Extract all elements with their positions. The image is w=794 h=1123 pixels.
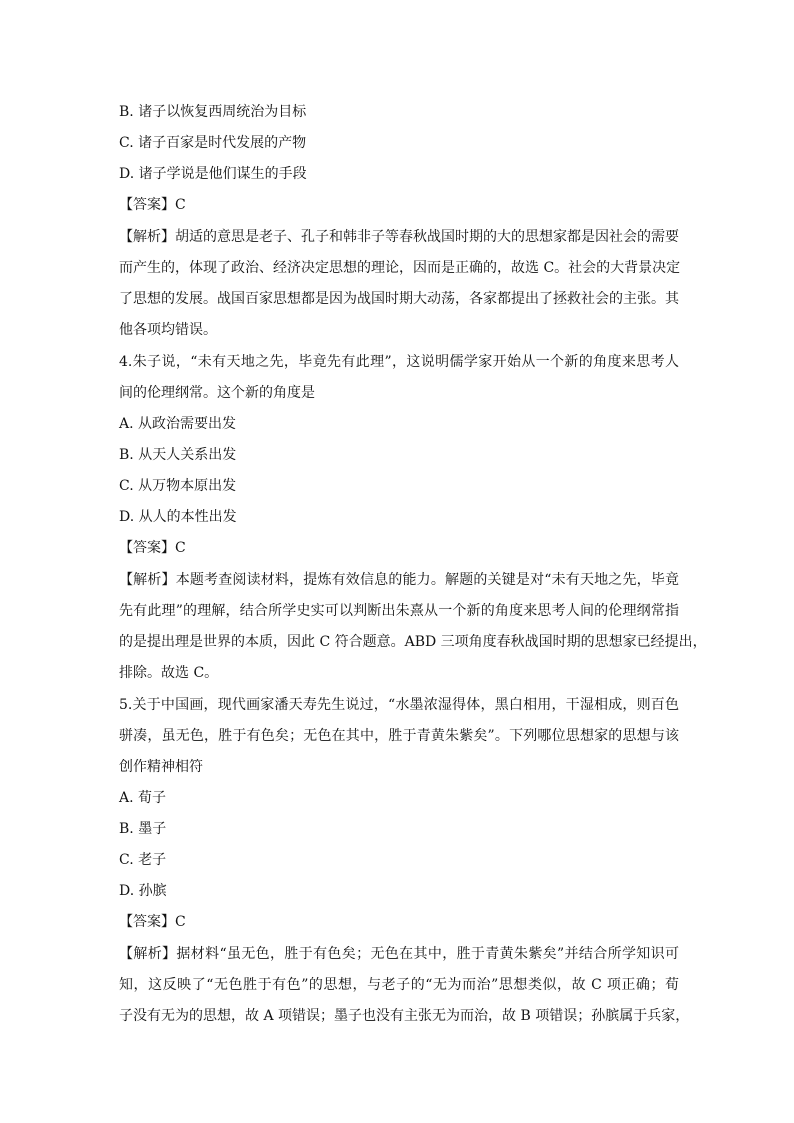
analysis-line: 而产生的，体现了政治、经济决定思想的理论，因而是正确的，故选 C。社会的大背景决定 (119, 260, 681, 276)
option-c-line: C. 老子 (119, 852, 167, 868)
analysis-line: 【解析】胡适的意思是老子、孔子和韩非子等春秋战国时期的大的思想家都是因社会的需要 (119, 229, 679, 245)
analysis-line: 了思想的发展。战国百家思想都是因为战国时期大动荡，各家都提出了拯救社会的主张。其 (119, 291, 679, 307)
question-line: 骈凑，虽无色，胜于有色矣；无色在其中，胜于青黄朱紫矣”。下列哪位思想家的思想与该 (119, 728, 679, 744)
answer-line: 【答案】C (119, 540, 186, 556)
analysis-line: 【解析】本题考查阅读材料，提炼有效信息的能力。解题的关键是对“未有天地之先，毕竟 (119, 572, 679, 588)
option-d-line: D. 孙膑 (119, 883, 167, 899)
question-line: 间的伦理纲常。这个新的角度是 (119, 385, 315, 401)
option-b-line: B. 墨子 (119, 821, 167, 837)
analysis-line: 他各项均错误。 (119, 322, 217, 338)
option-a-line: A. 从政治需要出发 (119, 416, 237, 432)
question-line: 5.关于中国画，现代画家潘天寿先生说过，“水墨浓湿得体，黑白相用，干湿相成，则百色 (119, 697, 679, 713)
option-b-line: B. 诸子以恢复西周统治为目标 (119, 104, 307, 120)
option-d-line: D. 诸子学说是他们谋生的手段 (119, 166, 307, 182)
analysis-line: 排除。故选 C。 (119, 665, 219, 681)
answer-line: 【答案】C (119, 197, 186, 213)
option-c-line: C. 从万物本原出发 (119, 478, 237, 494)
analysis-line: 先有此理”的理解，结合所学史实可以判断出朱熹从一个新的角度来思考人间的伦理纲常指 (119, 603, 679, 619)
analysis-line: 子没有无为的思想，故 A 项错误；墨子也没有主张无为而治，故 B 项错误；孙膑属于兵家， (119, 1008, 690, 1024)
analysis-line: 的是提出理是世界的本质，因此 C 符合题意。ABD 三项角度春秋战国时期的思想家已经提出， (119, 634, 707, 650)
option-d-line: D. 从人的本性出发 (119, 509, 237, 525)
question-line: 创作精神相符 (119, 759, 203, 775)
option-b-line: B. 从天人关系出发 (119, 447, 237, 463)
answer-line: 【答案】C (119, 914, 186, 930)
question-line: 4.朱子说，“未有天地之先，毕竟先有此理”，这说明儒学家开始从一个新的角度来思考人 (119, 354, 679, 370)
option-a-line: A. 荀子 (119, 790, 167, 806)
analysis-line: 知，这反映了“无色胜于有色”的思想，与老子的“无为而治”思想类似，故 C 项正确；荀 (119, 977, 679, 993)
option-c-line: C. 诸子百家是时代发展的产物 (119, 135, 307, 151)
analysis-line: 【解析】据材料“虽无色，胜于有色矣；无色在其中，胜于青黄朱紫矣”并结合所学知识可 (119, 946, 679, 962)
